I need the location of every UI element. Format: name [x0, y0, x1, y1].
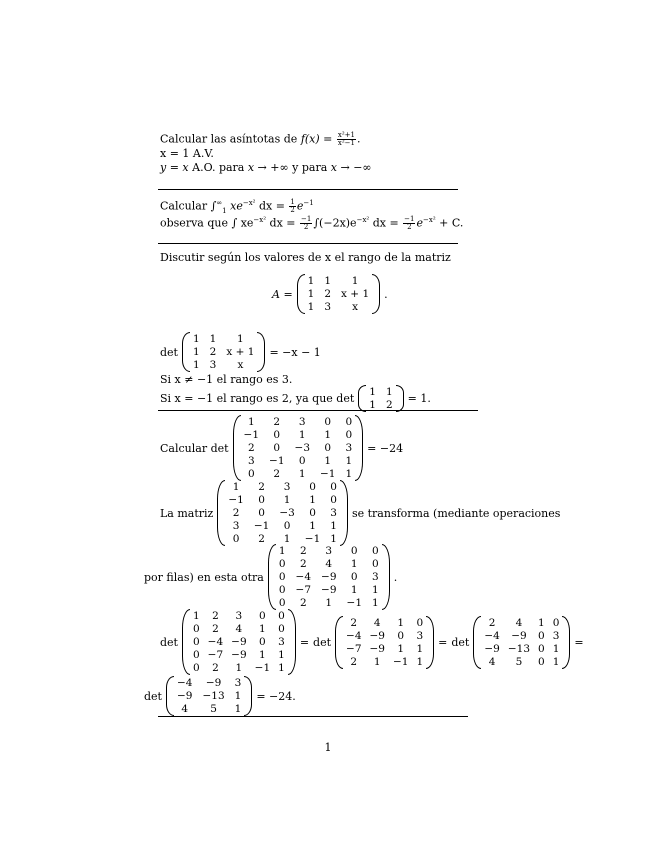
- asymptote-question: Calcular las asíntotas de f(x) = $\frac{\text{x²+1}}{\text{x²−1}}$ .: [160, 131, 361, 147]
- expansion-row: det 1 2 3 0 0 0 2 4 1 0 0 −4 −9 0 3 0 −7 −9 1 1 0 2 1 −1 1 = det 2 4 1 0 −4 −9 0 3 −7 −9 1 1 2 1 −1 1 = det 2 4 1 0 −4 −9 0 3 −9 −13 0 1 4 5 0 1 =: [160, 610, 584, 674]
- matrix-M-copy: 1 2 3 0 0 −1 0 1 1 0 2 0 −3 0 3 3 −1 0 1 1 0 2 1 −1 1: [217, 480, 348, 546]
- matrix-M4: 2 4 1 0 −4 −9 0 3 −9 −13 0 1 4 5 0 1: [473, 616, 570, 669]
- matrix-M3: 2 4 1 0 −4 −9 0 3 −7 −9 1 1 2 1 −1 1: [335, 616, 434, 669]
- vertical-asymptote: x = 1 A.V.: [160, 147, 214, 160]
- integral-hint: observa que ∫ $xe^{-x^2}$ dx = $\frac{-1}{2}$ $\int(-2x)e^{-x^2}$ dx = $\frac{-1}{2}$ $e^{-x^2} + C$.: [160, 215, 464, 232]
- det-5x5-question: Calcular det 1 2 3 0 0 −1 0 1 1 0 2 0 −3 0 3 3 −1 0 1 1 0 2 1 −1 1 = −24: [160, 416, 404, 480]
- rank-case-2: Si x = −1 el rango es 2, ya que det 1 1 1 2 = 1.: [160, 385, 431, 411]
- integral-question: Calcular $\int^\infty_1$ $xe^{-x^2}$ dx = $\frac{1}{2}$ $e^{-1}$: [160, 198, 314, 215]
- matrix-A: [297, 274, 380, 314]
- matrix-M2-det: 1 2 3 0 0 0 2 4 1 0 0 −4 −9 0 3 0 −7 −9 1 1 0 2 1 −1 1: [182, 609, 296, 675]
- matrix-M: 1 2 3 0 0 −1 0 1 1 0 2 0 −3 0 3 3 −1 0 1 1 0 2 1 −1 1: [233, 415, 364, 481]
- matrix-M5: −4 −9 3 −9 −13 1 4 5 1: [166, 676, 252, 716]
- fraction: $\frac{\text{x²+1}}{\text{x²−1}}$: [337, 131, 355, 147]
- section-integral: [160, 195, 464, 235]
- divider: [158, 243, 458, 244]
- matrix-2x2: 1 1 1 2: [358, 385, 403, 412]
- matrix-A-row: A = 1 1 1 1 2 x + 1 1 3 x .: [272, 275, 388, 313]
- final-det-row: det −4 −9 3 −9 −13 1 4 5 1 = −24.: [144, 677, 296, 715]
- divider: [158, 189, 458, 190]
- rank-question: Discutir según los valores de x el rango de la matriz: [160, 251, 451, 264]
- section-asymptotes: [160, 132, 460, 177]
- transform-row-2: por filas) en esta otra 1 2 3 0 0 0 2 4 1 0 0 −4 −9 0 3 0 −7 −9 1 1 0 2 1 −1 1 .: [144, 545, 398, 609]
- oblique-asymptote: y = x A.O. para x → +∞ y para x → −∞: [160, 161, 372, 174]
- rank-case-1: Si x ≠ −1 el rango es 3.: [160, 373, 293, 386]
- divider: [158, 716, 468, 717]
- matrix-grid: 1 1 1 1 2 x + 1 1 3 x: [307, 275, 370, 313]
- matrix-M2: 1 2 3 0 0 0 2 4 1 0 0 −4 −9 0 3 0 −7 −9 1 1 0 2 1 −1 1: [268, 544, 390, 610]
- det-A-row: det 1 1 1 1 2 x + 1 1 3 x = −x − 1: [160, 333, 321, 371]
- matrix-A-det: 1 1 1 1 2 x + 1 1 3 x: [182, 332, 265, 372]
- transform-row: La matriz 1 2 3 0 0 −1 0 1 1 0 2 0 −3 0 3 3 −1 0 1 1 0 2 1 −1 1 se transforma (mediante operaciones: [160, 481, 561, 545]
- page-number: 1: [324, 741, 332, 754]
- divider: [158, 410, 478, 411]
